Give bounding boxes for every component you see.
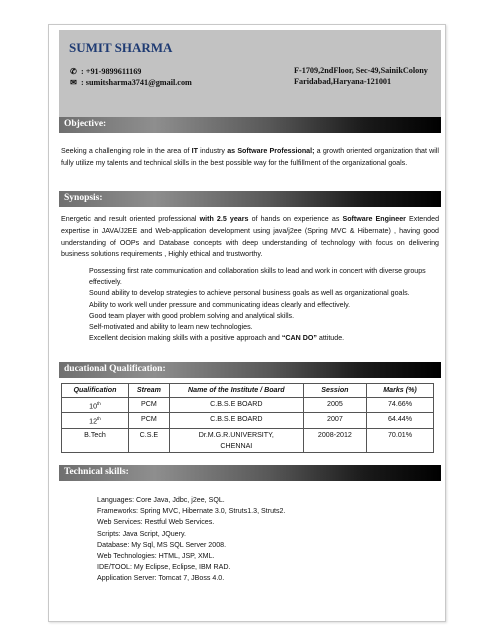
list-item: Excellent decision making skills with a positive approach and “CAN DO” attitude.	[89, 334, 345, 343]
list-item: Sound ability to develop strategies to achieve personal business goals as well as organizational goals.	[89, 289, 410, 298]
synopsis-bullet-list	[89, 266, 429, 344]
session-cell: 2005	[303, 397, 366, 413]
phone-line	[69, 66, 141, 76]
candidate-name: SUMIT SHARMA	[69, 40, 173, 55]
institute-cell: C.B.S.E BOARD	[169, 413, 303, 429]
table-row	[62, 429, 434, 453]
education-heading	[59, 362, 441, 378]
list-item: Frameworks: Spring MVC, Hibernate 3.0, Struts1.3, Struts2.	[97, 507, 286, 516]
stream-cell: PCM	[128, 413, 169, 429]
education-heading-text: ducational Qualification:	[64, 364, 166, 374]
resume-page	[48, 24, 446, 622]
list-item: Possessing first rate communication and collaboration skills to lead and work in concert with diverse groups effectively.	[89, 267, 426, 287]
list-item: Application Server: Tomcat 7, JBoss 4.0.	[97, 574, 225, 583]
synopsis-text: Energetic and result oriented professional with 2.5 years of hands on experience as Software Engineer Extended expertise in JAVA/J2EE and Web-application development using java/j2ee (Spring MVC & Hibernate) , having good understanding of OOPs and Database concepts with deep understanding of technology with focus on delivering business solutions requirements , Highly ethical and trustworthy.	[61, 215, 440, 259]
objective-heading-text: Objective:	[64, 119, 107, 129]
list-item: Database: My Sql, MS SQL Server 2008.	[97, 540, 227, 549]
skills-list	[97, 495, 285, 585]
resume-header	[59, 30, 441, 120]
skills-heading	[59, 465, 441, 481]
synopsis-heading-text: Synopsis:	[64, 193, 103, 203]
marks-cell: 70.01%	[367, 429, 434, 453]
phone-icon: ✆	[70, 67, 77, 76]
institute-cell: C.B.S.E BOARD	[169, 397, 303, 413]
list-item: Web Technologies: HTML, JSP, XML.	[97, 552, 215, 561]
col-header-institute: Name of the Institute / Board	[169, 384, 303, 398]
list-item: Self-motivated and ability to learn new technologies.	[89, 323, 253, 332]
qualification-cell: 10th	[62, 397, 129, 413]
qualification-cell: 12th	[62, 413, 129, 429]
qualification-cell: B.Tech	[62, 429, 129, 453]
objective-text: Seeking a challenging role in the area of IT industry as Software Professional; a growth oriented organization that will fully utilize my talents and technical skills in the best possible way for the fulfillment of the organizational goals.	[61, 147, 440, 167]
list-item: Ability to work well under pressure and communicating ideas clearly and effectively.	[89, 300, 351, 309]
address-line-2: Faridabad,Haryana-121001	[294, 77, 392, 86]
col-header-qualification: Qualification	[62, 384, 129, 398]
envelope-icon: ✉	[70, 78, 77, 87]
objective-heading	[59, 117, 441, 133]
stream-cell: PCM	[128, 397, 169, 413]
stream-cell: C.S.E	[128, 429, 169, 453]
col-header-marks: Marks (%)	[367, 384, 434, 398]
table-row	[62, 413, 434, 429]
address-line-1: F-1709,2ndFloor, Sec-49,SainikColony	[294, 66, 428, 75]
skills-heading-text: Technical skills:	[64, 467, 129, 477]
table-header-row	[62, 384, 434, 398]
list-item: Good team player with good problem solving and analytical skills.	[89, 311, 295, 320]
list-item: Web Services: Restful Web Services.	[97, 518, 215, 527]
session-cell: 2007	[303, 413, 366, 429]
table-row	[62, 397, 434, 413]
col-header-session: Session	[303, 384, 366, 398]
marks-cell: 64.44%	[367, 413, 434, 429]
list-item: IDE/TOOL: My Eclipse, Eclipse, IBM RAD.	[97, 563, 231, 572]
email-line	[69, 77, 192, 87]
marks-cell: 74.66%	[367, 397, 434, 413]
education-table	[61, 383, 434, 453]
col-header-stream: Stream	[128, 384, 169, 398]
synopsis-heading	[59, 191, 441, 207]
institute-cell: Dr.M.G.R.UNIVERSITY, CHENNAI	[169, 429, 303, 453]
session-cell: 2008-2012	[303, 429, 366, 453]
list-item: Languages: Core Java, Jdbc, j2ee, SQL.	[97, 496, 225, 504]
phone-number: : +91-9899611169	[81, 67, 142, 76]
list-item: Scripts: Java Script, JQuery.	[97, 529, 186, 538]
email-address: : sumitsharma3741@gmail.com	[81, 78, 192, 87]
